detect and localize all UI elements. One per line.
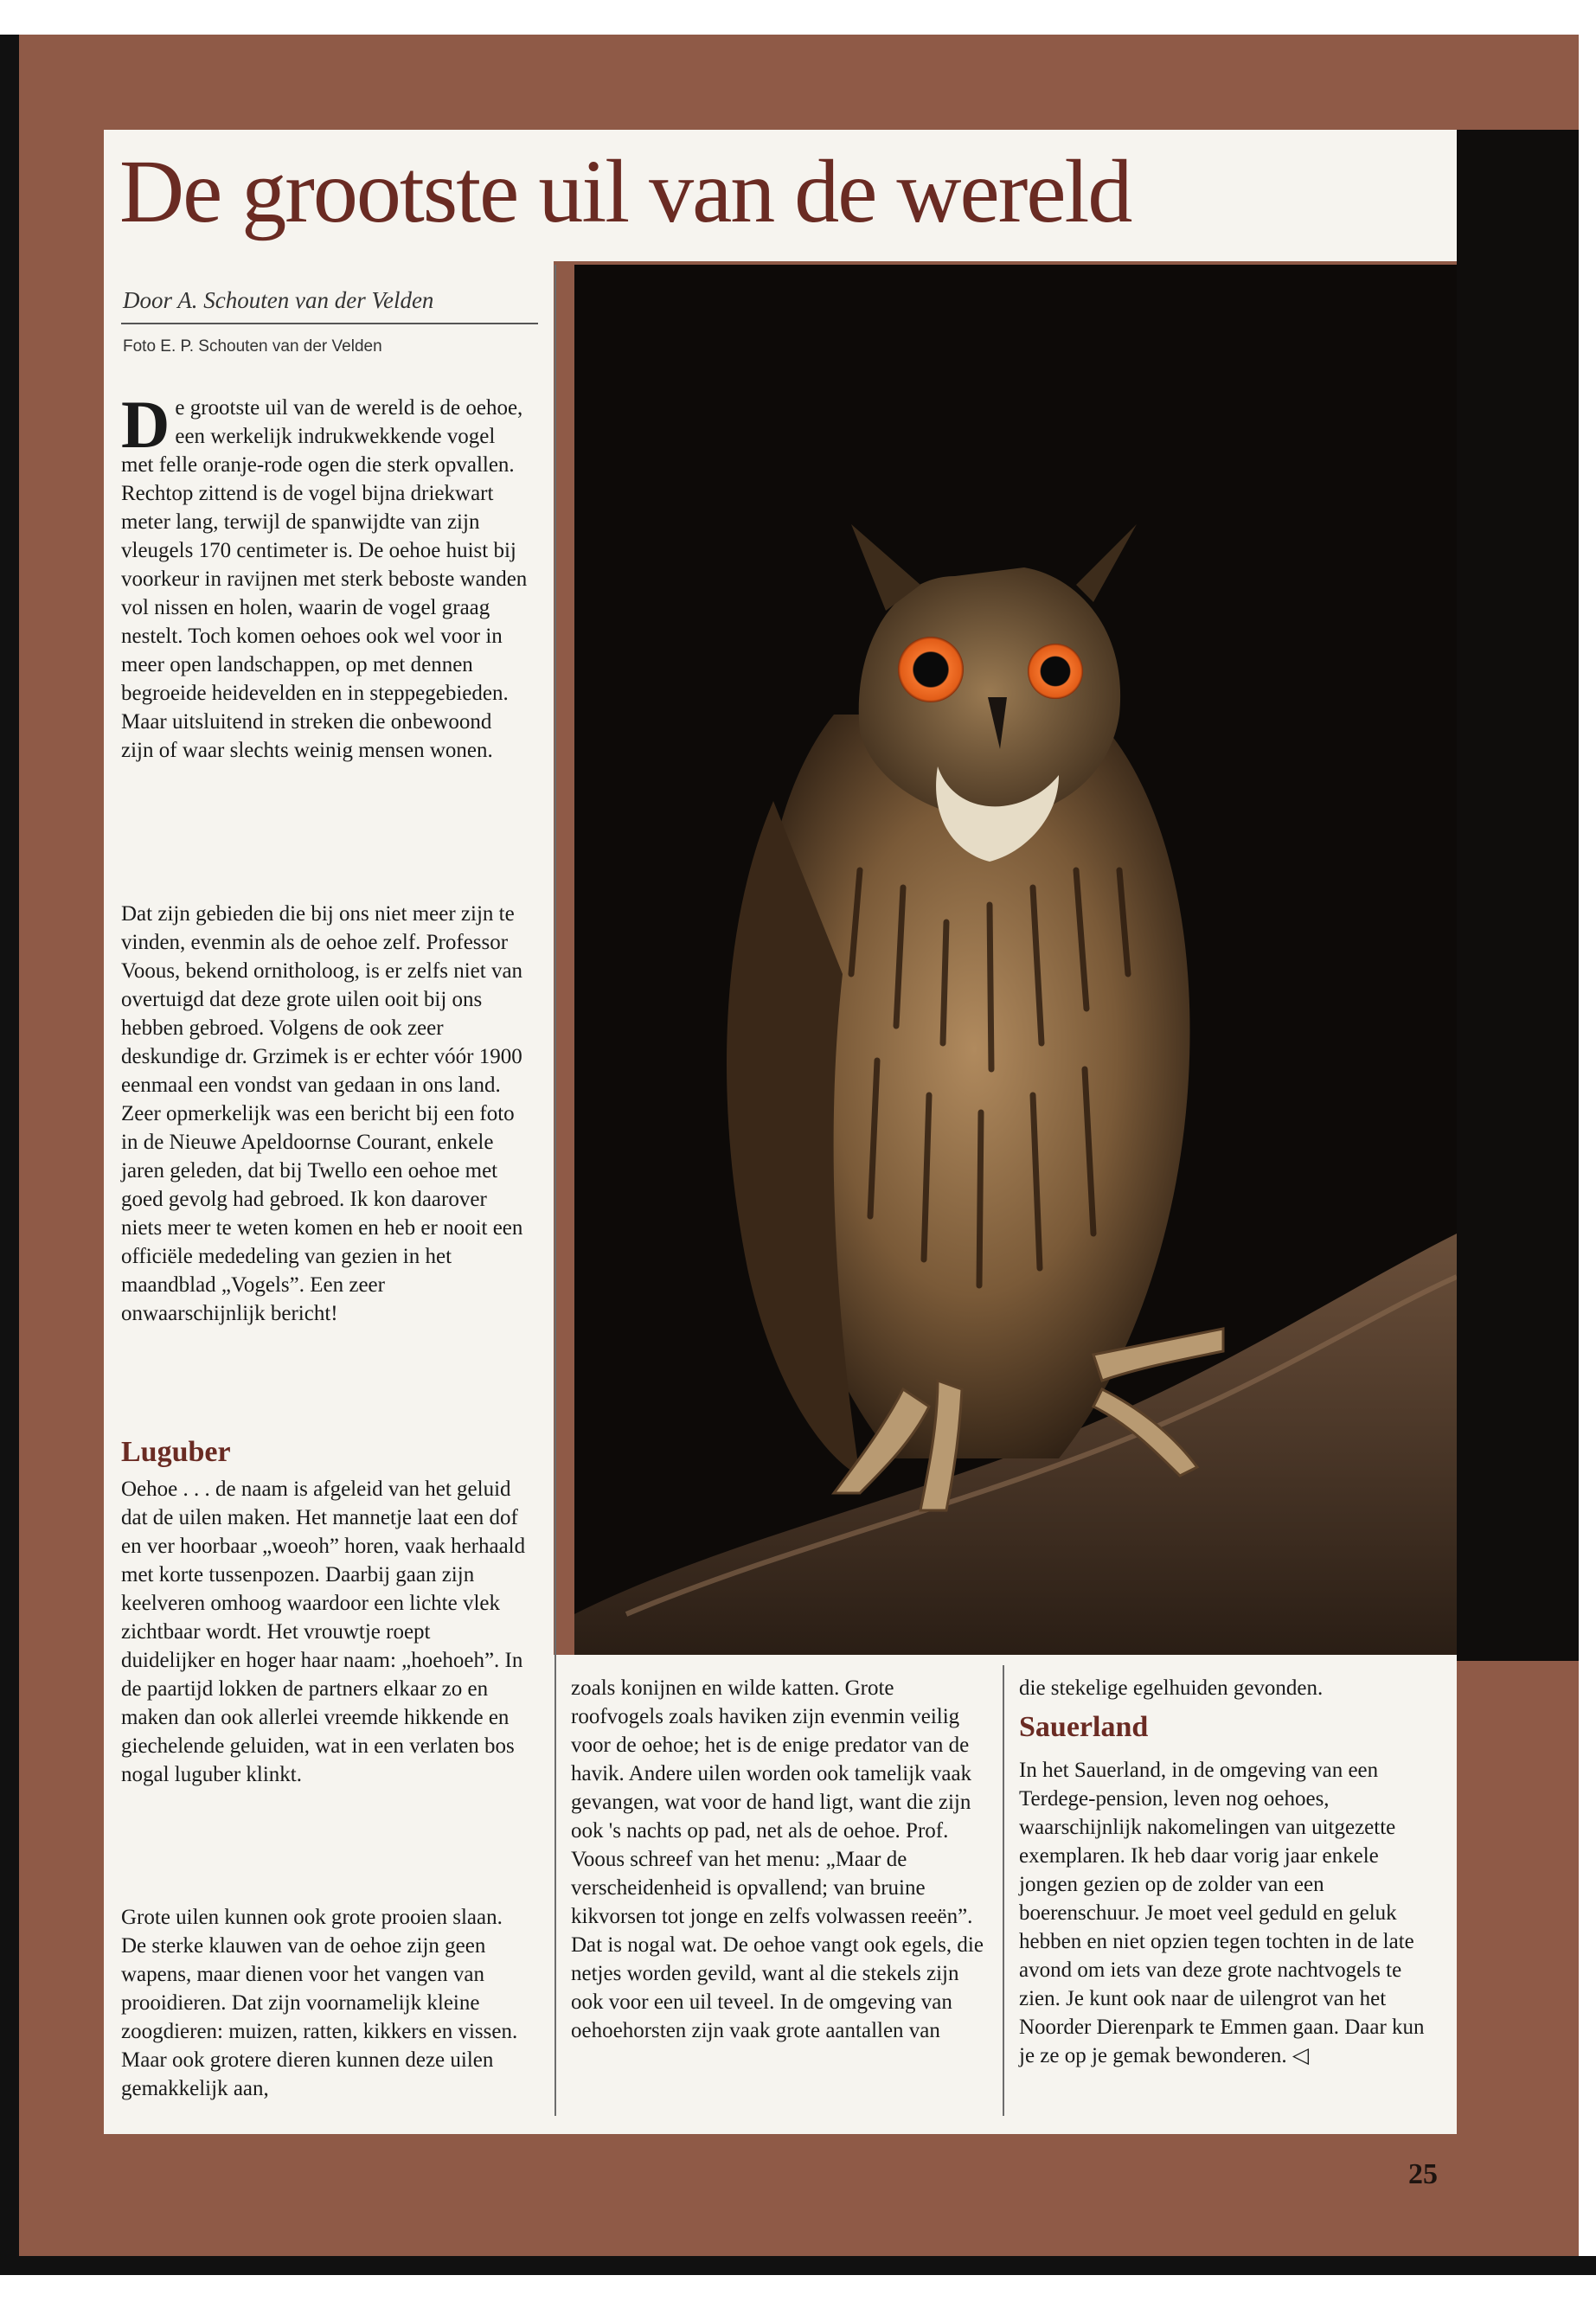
paragraph-luguber: Oehoe . . . de naam is afgeleid van het geluid dat de uilen maken. Het mannetje laat een dof en ver hoorbaar „woeoh” horen, vaak herhaald met korte tussenpozen. Daarbij gaan zijn keelveren omhoog waardoor een lichte vlek zichtbaar wordt. Het vrouwtje roept duidelijker en hoger haar naam: „hoehoeh”. In de paartijd lokken de partners elkaar zo en maken dan ook allerlei vreemde hikkende en giechelende geluiden, wat in een verlaten bos nogal luguber klinkt. — [121, 1477, 526, 1786]
heading-luguber: Luguber — [121, 1436, 231, 1468]
column-2-text: zoals konijnen en wilde katten. Grote roofvogels zoals haviken zijn evenmin veilig voor de oehoe; het is de enige predator van de havik. Andere uilen worden ook tamelijk vaak gevangen, wat voor de hand ligt, want die zijn ook 's nachts op pad, net als de oehoe. Prof. Voous schreef van het menu: „Maar de verscheidenheid is opvallend; van bruine kikvorsen tot jonge en zelfs volwassen reeën”. Dat is nogal wat. De oehoe vangt ook egels, die netjes worden gevild, want al die stekels zijn ook voor een uil teveel. In de omgeving van oehoehorsten zijn vaak grote aantallen van — [571, 1676, 984, 2042]
scan-edge-top — [0, 0, 1596, 28]
owl-photo — [574, 265, 1457, 1655]
intro-text: e grootste uil van de wereld is de oehoe, een werkelijk indrukwekkende vogel met felle oranje-rode ogen die sterk opvallen. Rechtop zittend is de vogel bijna driekwart meter lang, terwijl de spanwijdte van zijn vleugels 170 centimeter is. De oehoe huist bij voorkeur in ravijnen met sterk beboste wanden vol nissen en holen, waarin de vogel graag nestelt. Toch komen oehoes ook wel voor in meer open landschappen, op met dennen begroeide heidevelden en in steppegebieden. Maar uitsluitend in streken die onbewoond zijn of waar slechts weinig mensen wonen. — [121, 396, 528, 762]
eagle-owl-illustration — [574, 265, 1457, 1655]
heading-sauerland: Sauerland — [1019, 1711, 1149, 1743]
paragraph-prooi: Grote uilen kunnen ook grote prooien slaan. De sterke klauwen van de oehoe zijn geen wapens, maar dienen voor het vangen van prooidieren. Dat zijn voornamelijk kleine zoogdieren: muizen, ratten, kikkers en vissen. Maar ook grotere dieren kunnen deze uilen gemakkelijk aan, — [121, 1906, 518, 2100]
column-rule-2 — [1003, 1665, 1004, 2116]
page-number: 25 — [1408, 2158, 1438, 2190]
byline-rule — [121, 323, 538, 324]
photo-right-strip — [1457, 130, 1579, 1661]
photo-credit: Foto E. P. Schouten van der Velden — [123, 337, 382, 356]
column-rule-1 — [554, 265, 556, 2116]
column-3-text: In het Sauerland, in de omgeving van een Terdege-pension, leven nog oehoes, waarschijnlijk nakomelingen van uitgezette exemplaren. Ik heb daar vorig jaar enkele jongen gezien op de zolder van een boerenschuur. Je moet veel geduld en geluk hebben en niet opzien tegen tochten in de late avond om iets van deze grote nachtvogels te zien. Je kunt ook naar de uilengrot van het Noorder Dierenpark te Emmen gaan. Daar kun je ze op je gemak bewonderen. ◁ — [1019, 1759, 1425, 2067]
drop-cap: D — [121, 387, 170, 462]
owl-eye-right — [1028, 644, 1083, 699]
column-3-lead: die stekelige egelhuiden gevonden. — [1019, 1676, 1324, 1700]
paragraph-2: Dat zijn gebieden die bij ons niet meer zijn te vinden, evenmin als de oehoe zelf. Professor Voous, bekend ornitholoog, is er zelfs niet van overtuigd dat deze grote uilen ooit bij ons hebben gebroed. Volgens de ook zeer deskundige dr. Grzimek is er echter vóór 1900 eenmaal een vondst van gedaan in ons land. Zeer opmerkelijk was een bericht bij een foto in de Nieuwe Apeldoornse Courant, enkele jaren geleden, dat bij Twello een oehoe met goed gevolg had gebroed. Ik kon daarover niets meer te weten komen en heb er nooit een officiële mededeling van gezien in het maandblad „Vogels”. Een zeer onwaarschijnlijk bericht! — [121, 902, 523, 1325]
scan-edge-bottom — [0, 2256, 1596, 2275]
scan-edge-left — [0, 35, 19, 2275]
article-title: De grootste uil van de wereld — [119, 142, 1131, 241]
owl-eye-left — [898, 637, 964, 702]
byline: Door A. Schouten van der Velden — [123, 287, 434, 313]
intro-paragraph — [121, 387, 528, 765]
